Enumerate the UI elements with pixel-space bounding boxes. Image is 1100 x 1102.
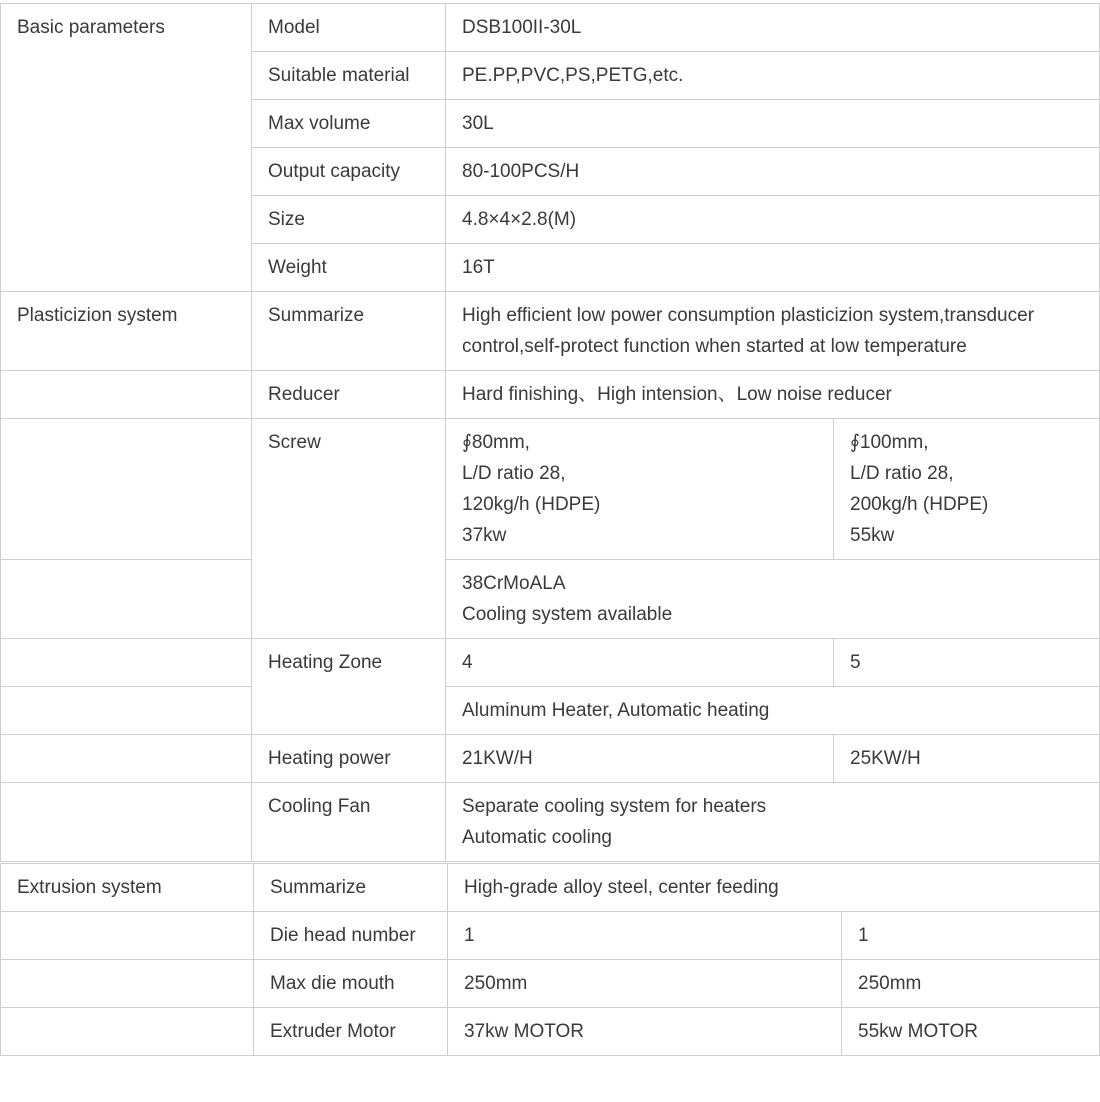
table-row (1, 735, 1100, 783)
value-screw-b (834, 419, 1100, 560)
table-row (1, 292, 1100, 371)
screw-common-line-2: Cooling system available (462, 604, 673, 625)
screw-b-line-1: ∮100mm, (850, 432, 929, 453)
table-row (1, 912, 1100, 960)
value-die-head-number-a: 1 (448, 912, 842, 960)
value-heating-power-a: 21KW/H (446, 735, 834, 783)
empty-cell (1, 783, 252, 862)
summarize-line-2: control,self-protect function when started at low temperature (462, 336, 967, 357)
empty-cell (1, 639, 252, 687)
cooling-fan-line-2: Automatic cooling (462, 827, 612, 848)
empty-cell (1, 687, 252, 735)
section-plasticizion-system: Plasticizion system (1, 292, 252, 371)
label-extrusion-summarize: Summarize (254, 864, 448, 912)
table-row (1, 560, 1100, 639)
value-extruder-motor-a: 37kw MOTOR (448, 1008, 842, 1056)
screw-a-line-2: L/D ratio 28, (462, 463, 566, 484)
value-size: 4.8×4×2.8(M) (446, 196, 1100, 244)
empty-cell (1, 419, 252, 560)
label-weight: Weight (252, 244, 446, 292)
value-heating-zone-common: Aluminum Heater, Automatic heating (446, 687, 1100, 735)
screw-a-line-3: 120kg/h (HDPE) (462, 494, 601, 515)
label-max-die-mouth: Max die mouth (254, 960, 448, 1008)
summarize-line-1: High efficient low power consumption plasticizion system,transducer (462, 305, 1035, 326)
screw-b-line-4: 55kw (850, 525, 895, 546)
table-row (1, 371, 1100, 419)
value-extrusion-summarize: High-grade alloy steel, center feeding (448, 864, 1100, 912)
value-max-die-mouth-a: 250mm (448, 960, 842, 1008)
value-summarize (446, 292, 1100, 371)
table-row (1, 419, 1100, 560)
screw-a-line-4: 37kw (462, 525, 507, 546)
value-output-capacity: 80-100PCS/H (446, 148, 1100, 196)
screw-b-line-3: 200kg/h (HDPE) (850, 494, 989, 515)
section-extrusion-system: Extrusion system (1, 864, 254, 912)
table-row (1, 687, 1100, 735)
empty-cell (1, 912, 254, 960)
value-heating-zone-b: 5 (834, 639, 1100, 687)
screw-b-line-2: L/D ratio 28, (850, 463, 954, 484)
label-model: Model (252, 4, 446, 52)
value-extruder-motor-b: 55kw MOTOR (842, 1008, 1100, 1056)
table-row (1, 1008, 1100, 1056)
label-output-capacity: Output capacity (252, 148, 446, 196)
empty-cell (1, 735, 252, 783)
label-die-head-number: Die head number (254, 912, 448, 960)
empty-cell (1, 960, 254, 1008)
label-max-volume: Max volume (252, 100, 446, 148)
label-heating-power: Heating power (252, 735, 446, 783)
label-extruder-motor: Extruder Motor (254, 1008, 448, 1056)
table-row (1, 960, 1100, 1008)
spec-table-main (0, 3, 1100, 862)
label-size: Size (252, 196, 446, 244)
table-row (1, 639, 1100, 687)
label-summarize: Summarize (252, 292, 446, 371)
section-basic-parameters: Basic parameters (1, 4, 252, 292)
value-cooling-fan (446, 783, 1100, 862)
label-cooling-fan: Cooling Fan (252, 783, 446, 862)
value-screw-common (446, 560, 1100, 639)
value-heating-power-b: 25KW/H (834, 735, 1100, 783)
label-reducer: Reducer (252, 371, 446, 419)
label-suitable-material: Suitable material (252, 52, 446, 100)
value-reducer: Hard finishing、High intension、Low noise reducer (446, 371, 1100, 419)
value-heating-zone-a: 4 (446, 639, 834, 687)
value-suitable-material: PE.PP,PVC,PS,PETG,etc. (446, 52, 1100, 100)
screw-a-line-1: ∮80mm, (462, 432, 530, 453)
label-screw: Screw (252, 419, 446, 639)
value-screw-a (446, 419, 834, 560)
table-row (1, 864, 1100, 912)
empty-cell (1, 1008, 254, 1056)
empty-cell (1, 560, 252, 639)
table-row (1, 4, 1100, 52)
cooling-fan-line-1: Separate cooling system for heaters (462, 796, 767, 817)
value-model: DSB100II-30L (446, 4, 1100, 52)
value-max-volume: 30L (446, 100, 1100, 148)
value-die-head-number-b: 1 (842, 912, 1100, 960)
spec-table-extrusion (0, 863, 1100, 1056)
value-max-die-mouth-b: 250mm (842, 960, 1100, 1008)
screw-common-line-1: 38CrMoALA (462, 573, 566, 594)
empty-cell (1, 371, 252, 419)
value-weight: 16T (446, 244, 1100, 292)
table-row (1, 783, 1100, 862)
label-heating-zone: Heating Zone (252, 639, 446, 735)
